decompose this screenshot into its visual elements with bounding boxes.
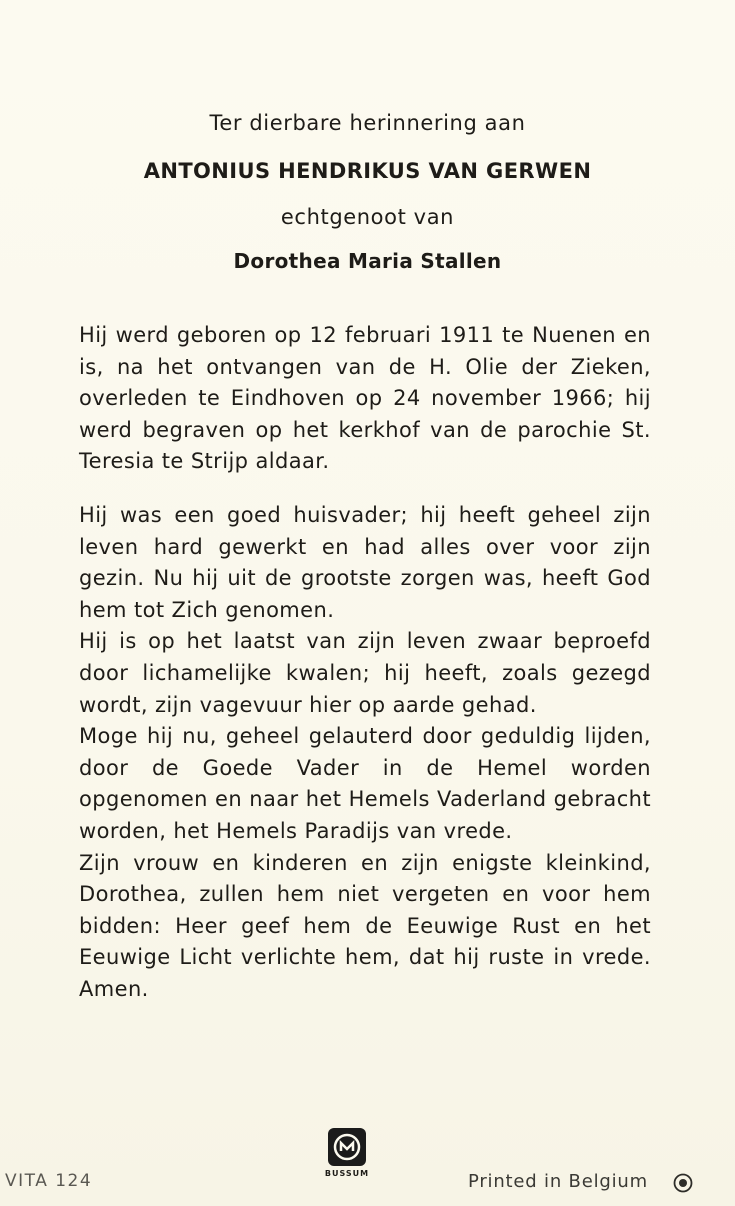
paragraph-suffering: Hij is op het laatst van zijn leven zwaar beproefd door lichamelijke kwalen; hij heeft, zoals gezegd wordt, zijn vagevuur hier op aarde gehad.: [79, 629, 651, 717]
paragraph-prayer: Moge hij nu, geheel gelauterd door geduldig lijden, door de Goede Vader in de Hemel worden opgenomen en naar het Hemels Vaderland gebracht worden, het Hemels Paradijs van vrede.: [79, 724, 651, 843]
card-header: [0, 108, 735, 276]
grb-seal-icon: [673, 1173, 693, 1193]
intro-line: Ter dierbare herinnering aan: [209, 111, 526, 135]
memorial-text: [79, 320, 651, 1005]
deceased-name: ANTONIUS HENDRIKUS VAN GERWEN: [143, 159, 592, 183]
paragraph-biography: Hij werd geboren op 12 februari 1911 te Nuenen en is, na het ontvangen van de H. Olie der Zieken, overleden te Eindhoven op 24 november 1966; hij werd begraven op het kerkhof van de parochie St. Teresia te Strijp aldaar.: [79, 323, 651, 474]
mondial-logo-icon: [328, 1128, 366, 1166]
paragraph-family: Zijn vrouw en kinderen en zijn enigste kleinkind, Dorothea, zullen hem niet vergeten en voor hem bidden: Heer geef hem de Eeuwige Rust en het Eeuwige Licht verlichte hem, dat hij ruste in vrede. Amen.: [79, 850, 651, 1001]
card-code: VITA 124: [5, 1171, 93, 1191]
paragraph-father: Hij was een goed huisvader; hij heeft geheel zijn leven hard gewerkt en had alles over voor zijn gezin. Nu hij uit de grootste zorgen was, heeft God hem tot Zich genomen.: [79, 502, 651, 622]
printed-note: Printed in Belgium: [468, 1171, 648, 1192]
publisher-city: BUSSUM: [324, 1169, 370, 1178]
spouse-label: echtgenoot van: [280, 205, 455, 229]
spouse-name: Dorothea Maria Stallen: [233, 249, 502, 273]
publisher-logo: [320, 1128, 374, 1178]
